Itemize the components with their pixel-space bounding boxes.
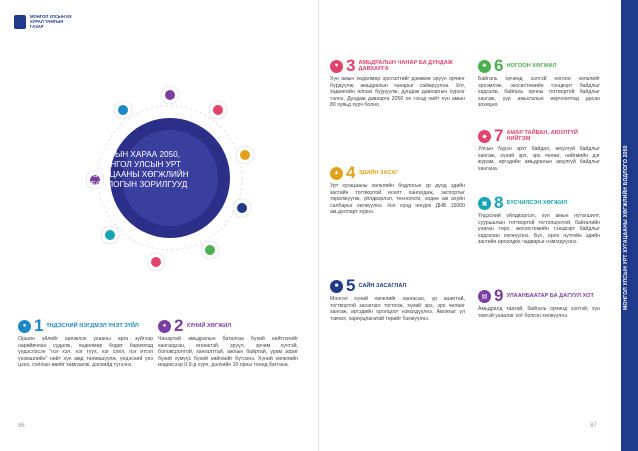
building-icon: ■: [330, 280, 343, 293]
section-text: Урт хугацааны хөгжлийн бодлогын үр дүнд эдийн засгийн тогтвортой өсөлт хангагдаж, экспортыг төрөлжүүлж, үйлдвэрлэл, технологи, хөдөө аж ахуйн салбарыг хөгжүүлнэ. Нэг хүнд ногдох ДНБ 15000 ам.долларт хүрнэ.: [330, 183, 465, 216]
section-number: 1: [34, 316, 44, 335]
section-title: ХҮНИЙ ХӨГЖИЛ: [186, 322, 232, 329]
section-number: 7: [494, 126, 504, 145]
shield-icon: ◆: [478, 130, 491, 143]
section-text: Хүн амын хөдөлмөр эрхлэлтийг дэмжиж эрүүл орчинг бүрдүүлж, амьдралын чанарыг сайжруулна. Хот, хөдөөгийн ялгааг бууруулж, дундаж давхаргын хүрээг тэлнэ. Дундаж давхарга 2050 он гэхэд нийт хүн амын 80 хувьд хүрч болно.: [330, 76, 465, 109]
people-icon: ●: [18, 320, 31, 333]
section-number: 2: [174, 316, 184, 335]
page-number-left: 86: [18, 423, 25, 429]
section-number: 5: [346, 276, 356, 295]
hub-title: АЛСЫН ХАРАА 2050, МОНГОЛ УЛСЫН УРТ ХУГАЦААНЫ ХӨГЖЛИЙН БОДЛОГЫН ЗОРИЛГУУД: [89, 150, 189, 189]
section-title: АМАР ТАЙВАН, АЮУЛГҮЙ НИЙГЭМ: [506, 129, 578, 142]
section-number: 3: [346, 56, 356, 75]
logo-text: МОНГОЛ УЛСЫН ИХ ХУРАЛ ТАМГЫН ГАЗАР: [30, 14, 72, 29]
section-text: Байгаль орчинд ээлтэй ногоон хөгжлийг эрхэмлэж, экосистемийн тэнцвэрт байдлыг хадгалж, байгаль орчны тогтвортой байдлыг хангаж, уур амьсгалын өөрчлөлтөд дасан зохицно.: [478, 76, 600, 109]
chart-icon: ▲: [330, 167, 343, 180]
leaf-icon: ♣: [478, 60, 491, 73]
side-title: МОНГОЛ УЛСЫН УРТ ХУГАЦААНЫ ХӨГЖЛИЙН БОДЛОГО 2050: [623, 145, 629, 310]
section-title: ҮНДЭСНИЙ НЭГДМЭЛ ҮНЭТ ЗҮЙЛ: [46, 322, 139, 329]
section-4: [330, 165, 465, 216]
section-text: Чанартай амьдралын баталгаа бүхий нийтлэгийг хангагдсан, өгөөжтэй, эрүүл, эрчим хүчтэй, боловсролтой, хангалттай, ажлын байртай, урам зориг бүхий хүмүүс бүхий нийгмийг бүтээнэ. Хүний хөгжлийн индексээр 0.9-д хүрч, дэлхийн 10 орны тоонд багтана.: [158, 336, 298, 369]
section-5: [330, 278, 465, 322]
heart-icon: ♥: [330, 60, 343, 73]
map-icon: ▣: [478, 197, 491, 210]
emblem-icon: [14, 15, 26, 29]
section-3: [330, 58, 465, 109]
city-icon: ▤: [478, 290, 491, 303]
section-number: 9: [494, 286, 504, 305]
section-title: ЭДИЙН ЗАСАГ: [358, 169, 399, 176]
page-divider: [318, 0, 319, 451]
section-6: [478, 58, 600, 109]
person-icon: ●: [158, 320, 171, 333]
section-title: НОГООН ХӨГЖИЛ: [506, 62, 557, 69]
section-text: Үндэсний үйлдвэрлэл, хүн амын нутагшилт, суурьшлын тогтвортой тогтолцоотой, байгалийн унаган төрх, экосистемийн тэнцвэрт байдлыг хадгалан хөгжүүлнэ. Бүс, орон нутгийн эдийн засгийн өрсөлдөх чадварыг нэмэгдүүлнэ.: [478, 213, 600, 246]
hub-graphic: [60, 70, 300, 310]
section-title: АМЬДРАЛЫН ЧАНАР БА ДУНДАЖ ДАВХАРГА: [358, 59, 453, 72]
section-2: [158, 318, 298, 369]
section-title: САЙН ЗАСАГЛАЛ: [358, 282, 407, 289]
section-number: 8: [494, 193, 504, 212]
section-9: [478, 288, 600, 319]
section-text: Монгол хүний хөгжлийг хангасан, үр ашигтай, тогтвортой засаглал тогтоож, хүний эрх, эрх чөлөөг хангаж, иргэдийн оролцоог нэмэгдүүлнэ. Авлигыг үл тэвчих, хариуцлагатай төрийг бэхжүүлнэ.: [330, 296, 465, 322]
section-number: 4: [346, 163, 356, 182]
page-number-right: 87: [590, 423, 597, 429]
section-1: [18, 318, 153, 369]
vision-hub: [60, 70, 300, 310]
section-title: БҮСЧИЛСЭН ХӨГЖИЛ: [506, 199, 568, 206]
section-text: Оршин үйлийг шинжлэх ухааны арга зүйгээр нарийвчлан судалж, хөдөлмөр бодит баримтад үндэслэсэн "нэг хэл, нэг түүх, нэг соёл, нэг итгэл үнэмшлийн" нийт хүн амд төлөвшүүлж, үндэсний үнэ цэнэ, соёлын өвийг хамгаалж, дэлхийд түгээнэ.: [18, 336, 153, 369]
section-number: 6: [494, 56, 504, 75]
section-text: Улсын бүрэн эрхт байдал, аюулгүй байдлыг хангаж, хүний эрх, эрх чөлөө, нийгмийн дэг журам, иргэдийн амьдралын аюулгүй байдлыг хангана.: [478, 146, 600, 172]
section-7: [478, 128, 600, 172]
side-banner: [621, 0, 638, 451]
section-title: УЛААНБААТАР БА ДАГУУЛ ХОТ: [506, 292, 594, 299]
section-text: Амьдралд таатай, байгаль орчинд ээлтэй, хүн төвтэй ухаалаг хот болгон хөгжүүлнэ.: [478, 306, 600, 319]
section-8: [478, 195, 600, 246]
logo: [14, 14, 78, 29]
